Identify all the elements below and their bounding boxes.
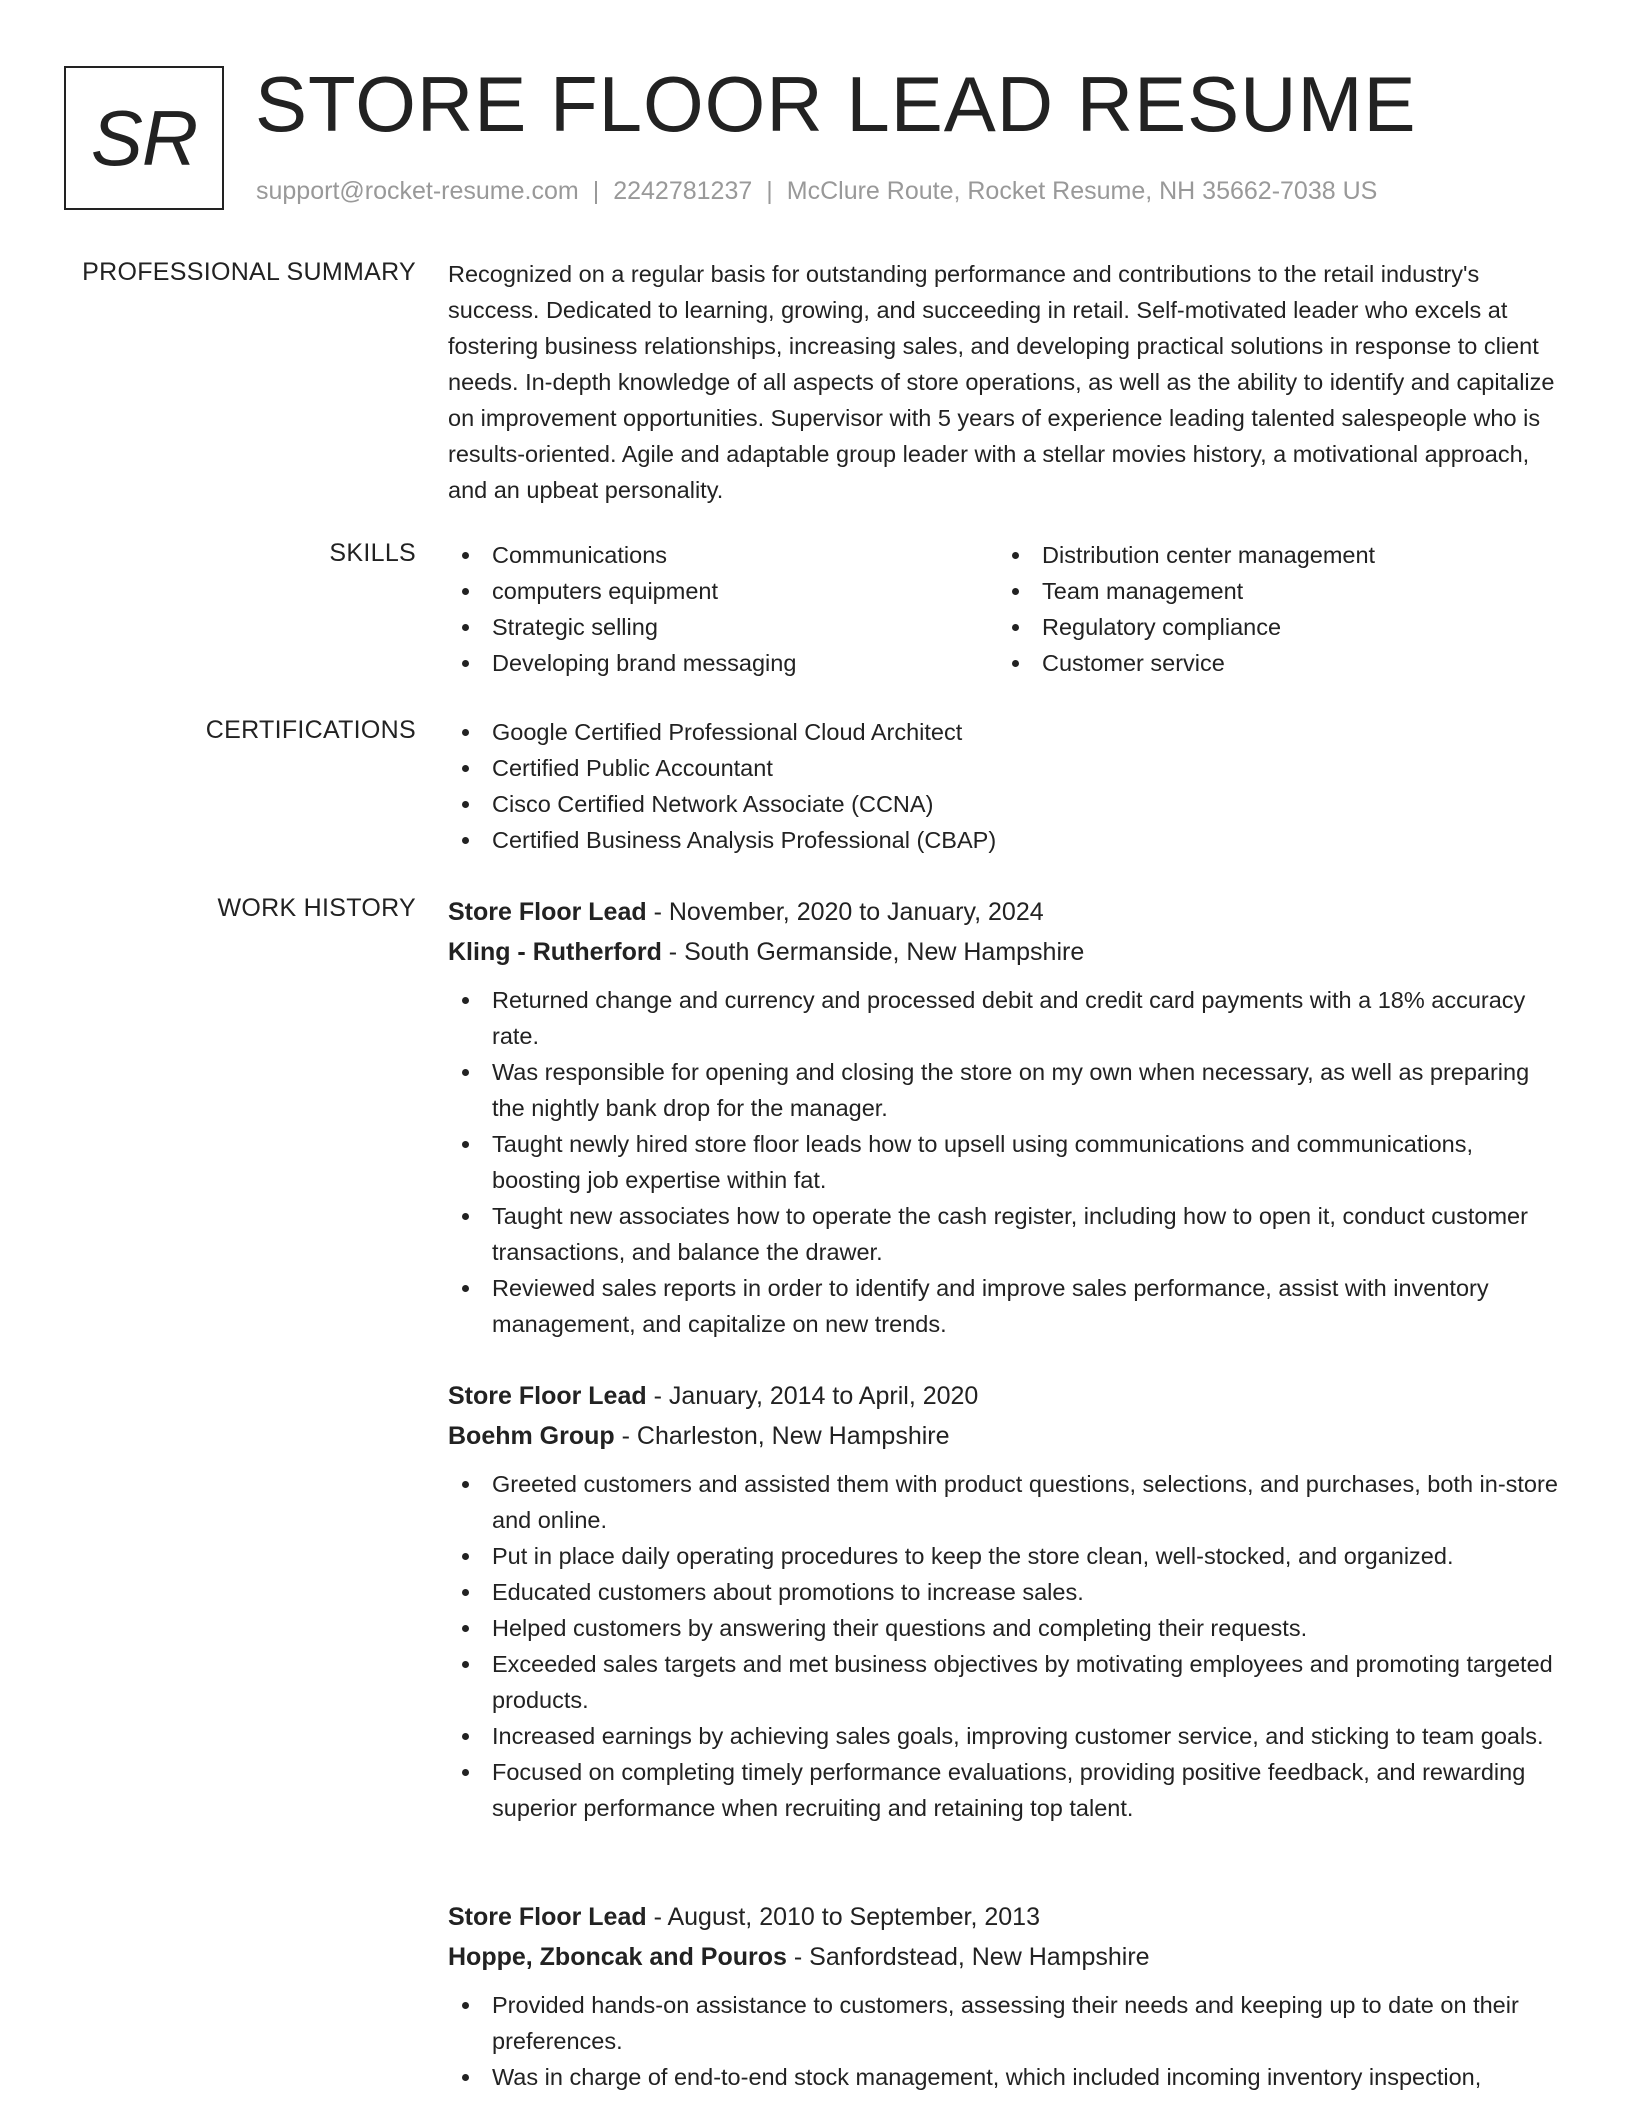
job-entry <box>448 1897 1568 2095</box>
job-title: Store Floor Lead <box>448 1903 647 1931</box>
job-title: Store Floor Lead <box>448 898 647 926</box>
job-title-line <box>448 1376 1568 1416</box>
contact-email[interactable]: support@rocket-resume.com <box>256 177 579 205</box>
job-bullet: Taught new associates how to operate the cash register, including how to open it, conduct customer transactions, and balance the drawer. <box>448 1198 1568 1270</box>
section-label-work-history: WORK HISTORY <box>217 894 416 922</box>
job-company-line <box>448 932 1568 972</box>
skill-item: Strategic selling <box>448 609 998 645</box>
job-dates: - August, 2010 to September, 2013 <box>646 1903 1040 1931</box>
job-title: Store Floor Lead <box>448 1382 647 1410</box>
section-label-summary: PROFESSIONAL SUMMARY <box>82 258 416 286</box>
certification-item: Certified Business Analysis Professional (CBAP) <box>448 822 1568 858</box>
job-company: Hoppe, Zboncak and Pouros <box>448 1943 787 1971</box>
job-bullet: Exceeded sales targets and met business objectives by motivating employees and promoting targeted products. <box>448 1646 1568 1718</box>
job-company: Kling - Rutherford <box>448 938 662 966</box>
contact-separator: | <box>766 177 773 205</box>
skill-item: Communications <box>448 537 998 573</box>
job-entry <box>448 892 1568 1342</box>
monogram-logo: SR <box>64 66 224 210</box>
certifications-list <box>448 714 1568 858</box>
job-bullet: Reviewed sales reports in order to identify and improve sales performance, assist with inventory management, and capitalize on new trends. <box>448 1270 1568 1342</box>
section-label-skills: SKILLS <box>329 539 416 567</box>
job-bullet-list <box>448 1987 1568 2095</box>
job-dates: - November, 2020 to January, 2024 <box>646 898 1044 926</box>
job-company: Boehm Group <box>448 1422 615 1450</box>
certification-item: Google Certified Professional Cloud Architect <box>448 714 1568 750</box>
job-title-line <box>448 892 1568 932</box>
skill-item: Regulatory compliance <box>998 609 1548 645</box>
job-bullet: Taught newly hired store floor leads how to upsell using communications and communications, boosting job expertise within fat. <box>448 1126 1568 1198</box>
contact-phone[interactable]: 2242781237 <box>613 177 753 205</box>
job-bullet: Helped customers by answering their questions and completing their requests. <box>448 1610 1568 1646</box>
job-bullet-list <box>448 1466 1568 1826</box>
job-company-line <box>448 1416 1568 1456</box>
job-title-line <box>448 1897 1568 1937</box>
job-company-line <box>448 1937 1568 1977</box>
summary-text: Recognized on a regular basis for outstanding performance and contributions to the retail industry's success. Dedicated to learning, growing, and succeeding in retail. Self-motivated leader who excels at fostering business relationships, increasing sales, and developing practical solutions in response to client needs. In-depth knowledge of all aspects of store operations, as well as the ability to identify and capitalize on improvement opportunities. Supervisor with 5 years of experience leading talented salespeople who is results-oriented. Agile and adaptable group leader with a stellar movies history, a motivational approach, and an upbeat personality. <box>448 261 1555 503</box>
job-location: - Charleston, New Hampshire <box>614 1422 950 1450</box>
skills-columns <box>448 537 1568 681</box>
job-bullet-list <box>448 982 1568 1342</box>
job-bullet: Was in charge of end-to-end stock management, which included incoming inventory inspection, <box>448 2059 1568 2095</box>
skill-item: Team management <box>998 573 1548 609</box>
job-bullet: Focused on completing timely performance evaluations, providing positive feedback, and rewarding superior performance when recruiting and retaining top talent. <box>448 1754 1568 1826</box>
skill-item: Developing brand messaging <box>448 645 998 681</box>
job-location: - South Germanside, New Hampshire <box>661 938 1085 966</box>
contact-address: McClure Route, Rocket Resume, NH 35662-7038 US <box>786 177 1378 205</box>
resume-title: STORE FLOOR LEAD RESUME <box>255 60 1417 148</box>
section-label-certifications: CERTIFICATIONS <box>205 716 416 744</box>
skill-item: computers equipment <box>448 573 998 609</box>
certification-item: Certified Public Accountant <box>448 750 1568 786</box>
job-bullet: Increased earnings by achieving sales goals, improving customer service, and sticking to team goals. <box>448 1718 1568 1754</box>
job-bullet: Provided hands-on assistance to customers, assessing their needs and keeping up to date on their preferences. <box>448 1987 1568 2059</box>
certification-item: Cisco Certified Network Associate (CCNA) <box>448 786 1568 822</box>
skills-list-right <box>998 537 1548 681</box>
certifications-body <box>448 714 1568 858</box>
skill-item: Customer service <box>998 645 1548 681</box>
job-bullet: Was responsible for opening and closing the store on my own when necessary, as well as preparing the nightly bank drop for the manager. <box>448 1054 1568 1126</box>
skills-list-left <box>448 537 998 681</box>
job-location: - Sanfordstead, New Hampshire <box>786 1943 1150 1971</box>
job-entry <box>448 1376 1568 1826</box>
contact-separator: | <box>592 177 600 205</box>
contact-line <box>256 176 1377 206</box>
job-bullet: Greeted customers and assisted them with product questions, selections, and purchases, both in-store and online. <box>448 1466 1568 1538</box>
job-bullet: Educated customers about promotions to increase sales. <box>448 1574 1568 1610</box>
job-dates: - January, 2014 to April, 2020 <box>646 1382 979 1410</box>
job-bullet: Returned change and currency and processed debit and credit card payments with a 18% accuracy rate. <box>448 982 1568 1054</box>
skill-item: Distribution center management <box>998 537 1548 573</box>
job-bullet: Put in place daily operating procedures to keep the store clean, well-stocked, and organized. <box>448 1538 1568 1574</box>
